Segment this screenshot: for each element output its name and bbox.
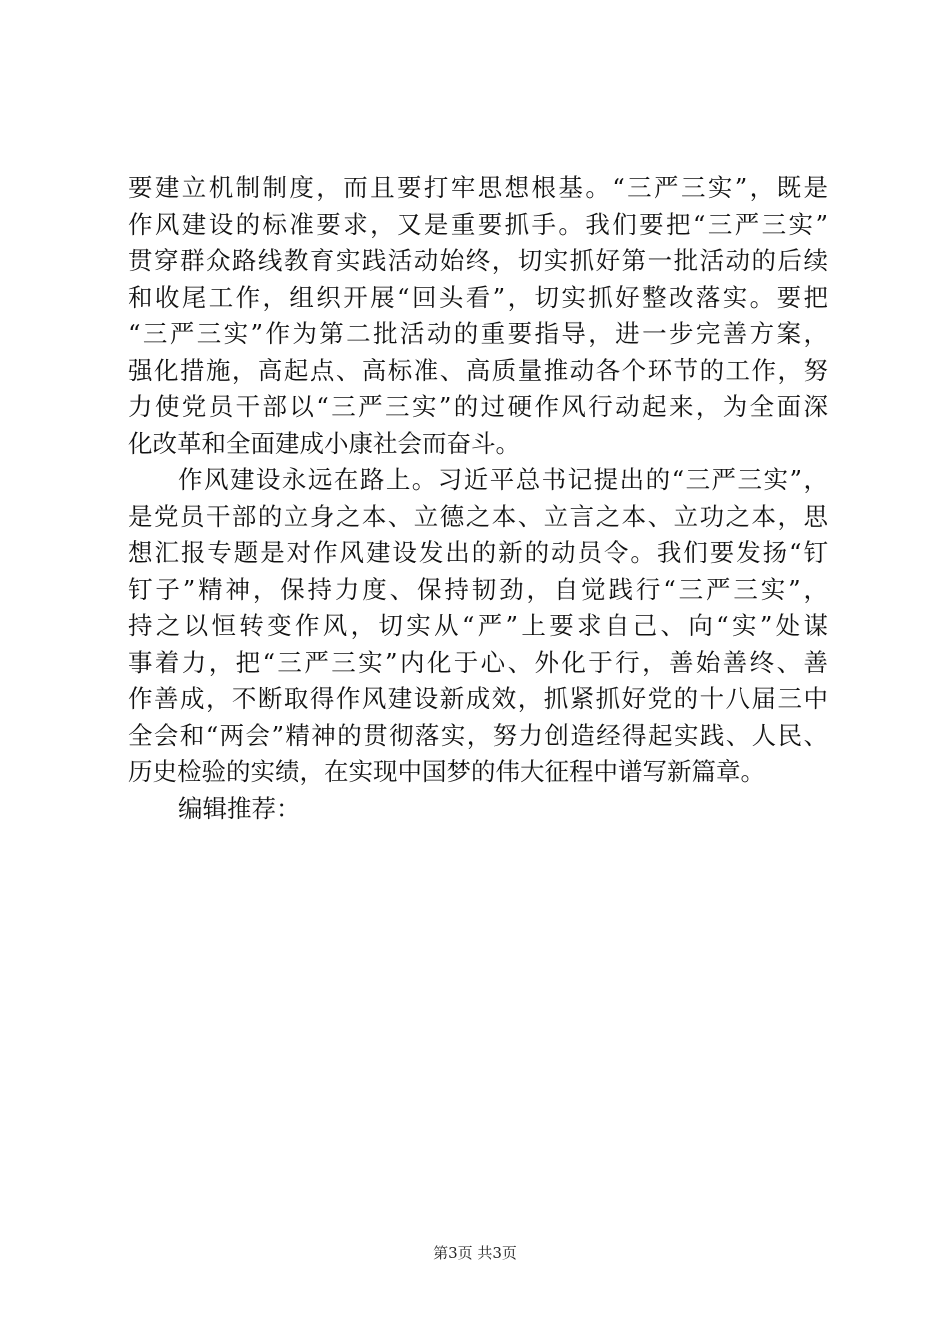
- text-line: 钉子”精神，保持力度、保持韧劲，自觉践行“三严三实”，: [128, 574, 828, 604]
- text-line: 持之以恒转变作风，切实从“严”上要求自己、向“实”处谋: [128, 611, 828, 640]
- document-body: [128, 170, 828, 827]
- paragraph-2: [128, 462, 828, 791]
- text-line: 作善成，不断取得作风建设新成效，抓紧抓好党的十八届三中: [128, 684, 828, 713]
- text-line: 事着力，把“三严三实”内化于心、外化于行，善始善终、善: [128, 647, 828, 677]
- text-line: 力使党员干部以“三严三实”的过硬作风行动起来，为全面深: [128, 392, 828, 421]
- text-line: 全会和“两会”精神的贯彻落实，努力创造经得起实践、人民、: [128, 720, 828, 750]
- text-line: 化改革和全面建成小康社会而奋斗。: [128, 428, 520, 458]
- text-line: 历史检验的实绩，在实现中国梦的伟大征程中谱写新篇章。: [128, 757, 765, 786]
- page-footer: 第3页 共3页: [433, 1244, 517, 1262]
- editor-note: 编辑推荐：: [178, 793, 301, 823]
- text-line: 贯穿群众路线教育实践活动始终，切实抓好第一批活动的后续: [128, 246, 828, 275]
- text-line: “三严三实”作为第二批活动的重要指导，进一步完善方案，: [128, 319, 828, 348]
- text-line: 是党员干部的立身之本、立德之本、立言之本、立功之本，思: [128, 501, 828, 531]
- text-line: 要建立机制制度，而且要打牢思想根基。“三严三实”，既是: [128, 173, 828, 202]
- text-line: 作风建设永远在路上。习近平总书记提出的“三严三实”，: [178, 465, 828, 494]
- paragraph-1: [128, 170, 828, 462]
- text-line: 和收尾工作，组织开展“回头看”，切实抓好整改落实。要把: [128, 282, 828, 312]
- text-line: 作风建设的标准要求，又是重要抓手。我们要把“三严三实”: [128, 209, 828, 239]
- text-line: 想汇报专题是对作风建设发出的新的动员令。我们要发扬“钉: [128, 538, 828, 567]
- text-line: 强化措施，高起点、高标准、高质量推动各个环节的工作，努: [128, 355, 828, 385]
